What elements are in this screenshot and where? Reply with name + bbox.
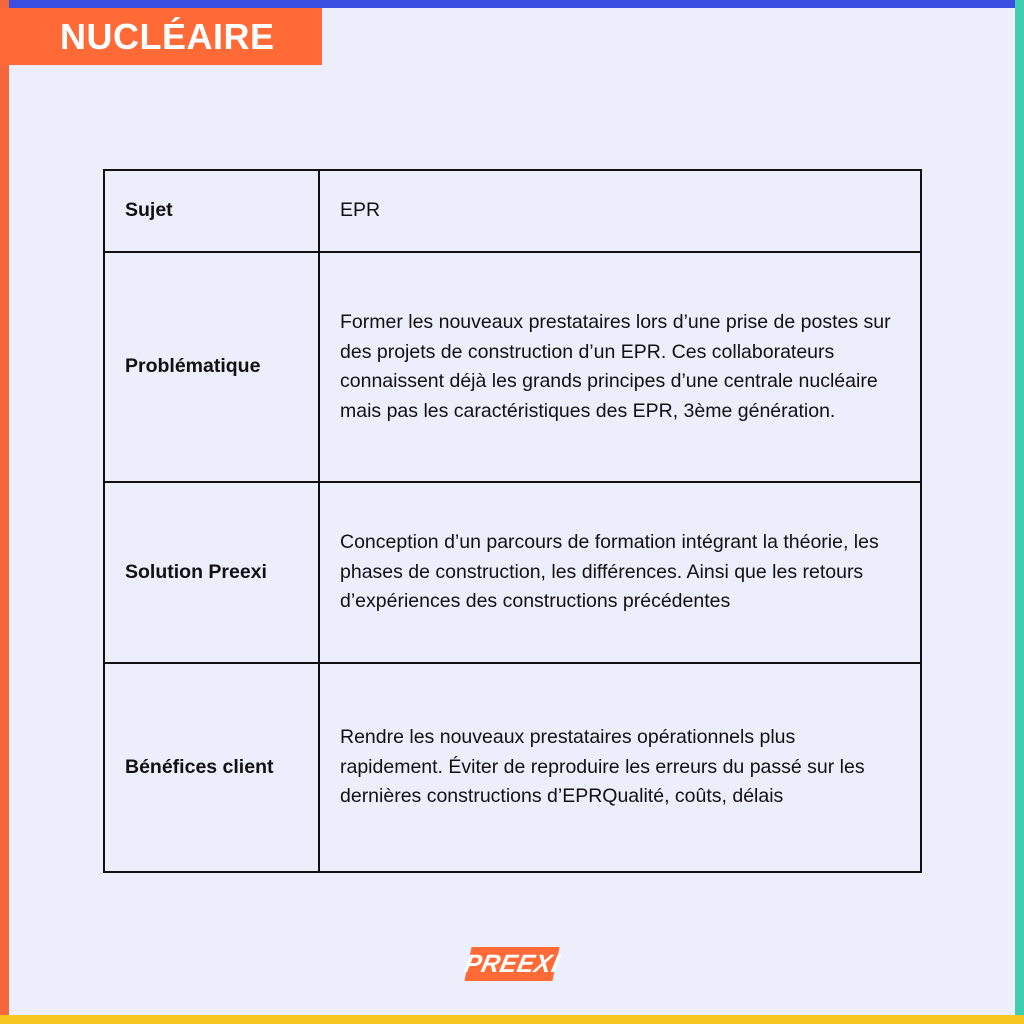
row-label-problem: Problématique [104, 252, 319, 482]
frame-top-border [0, 0, 1024, 8]
table-row [104, 663, 921, 872]
table-row [104, 482, 921, 663]
category-title: NUCLÉAIRE [0, 8, 322, 65]
row-label-benefits: Bénéfices client [104, 663, 319, 872]
row-value-benefits: Rendre les nouveaux prestataires opérationnels plus rapidement. Éviter de reproduire les erreurs du passé sur les dernières constructions d’EPRQualité, coûts, délais [319, 663, 921, 872]
table-row [104, 170, 921, 252]
row-value-solution: Conception d’un parcours de formation intégrant la théorie, les phases de construction, les différences. Ainsi que les retours d’expériences des constructions précédentes [319, 482, 921, 663]
row-label-subject: Sujet [104, 170, 319, 252]
frame-bottom-border [0, 1015, 1024, 1024]
row-value-subject: EPR [319, 170, 921, 252]
row-label-solution: Solution Preexi [104, 482, 319, 663]
frame-left-border [0, 0, 9, 1024]
frame-right-border [1015, 0, 1024, 1024]
row-value-problem: Former les nouveaux prestataires lors d’une prise de postes sur des projets de construction d’un EPR. Ces collaborateurs connaissent déjà les grands principes d’une centrale nucléaire mais pas les caractéristiques des EPR, 3ème génération. [319, 252, 921, 482]
preexi-logo [461, 947, 563, 981]
table-row [104, 252, 921, 482]
info-table [103, 169, 922, 873]
logo-text: PREEXI [461, 949, 563, 978]
